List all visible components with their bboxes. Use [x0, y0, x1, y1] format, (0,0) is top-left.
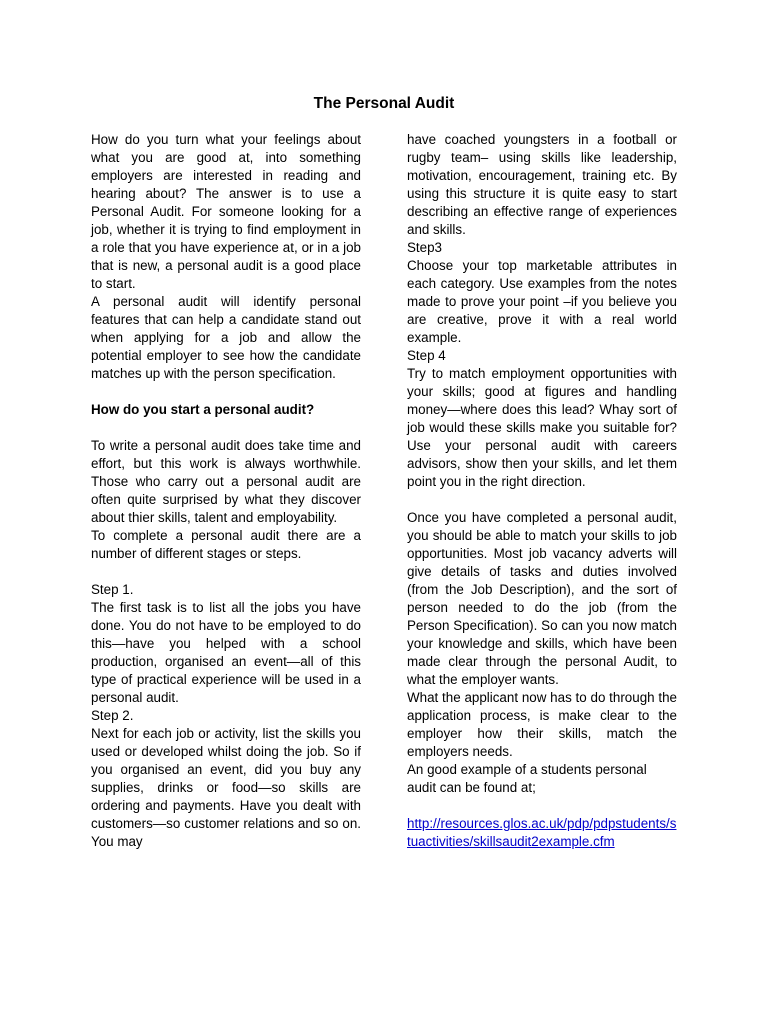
intro-paragraph-1: How do you turn what your feelings about what you are good at, into something employers are interested in reading and hearing about? The answer is to use a Personal Audit. For someone looking for a job, whether it is trying to find employment in a role that you have experience at, or in a job that is new, a personal audit is a good place to start.: [91, 132, 361, 291]
right-column: [407, 131, 677, 851]
step-4-text: Try to match employment opportunities with your skills; good at figures and handling money—where does this lead? Whay sort of job would these skills make you suitable for? Use your personal audit with careers advisors, show then your skills, and let them point you in the right direction.: [407, 366, 677, 489]
step-3-label: Step3: [407, 240, 442, 255]
intro-paragraph-2: A personal audit will identify personal features that can help a candidate stand out when applying for a job and allow the potential employer to see how the candidate matches up with the person specification.: [91, 294, 361, 381]
step-3-text: Choose your top marketable attributes in each category. Use examples from the notes made to prove your point –if you believe you are creative, prove it with a real world example.: [407, 258, 677, 345]
start-paragraph-1: To write a personal audit does take time and effort, but this work is always worthwhile. Those who carry out a personal audit are often quite surprised by what they discover about thier skills, talent and employability.: [91, 438, 361, 525]
after-paragraph-2: What the applicant now has to do through the application process, is make clear to the employer how their skills, match the employers needs.: [407, 690, 677, 759]
left-column: [91, 131, 361, 851]
step-2-label: Step 2.: [91, 708, 134, 723]
step-1-text: The first task is to list all the jobs you have done. You do not have to be employed to do this—have you helped with a school production, organised an event—all of this type of practical experience will be used in a personal audit.: [91, 600, 361, 705]
document-title: The Personal Audit: [313, 95, 455, 112]
step-2-text: Next for each job or activity, list the skills you used or developed whilst doing the job. So if you organised an event, did you buy any supplies, drinks or food—so skills are ordering and payments. Have you dealt with customers—so customer relations and so on. You may: [91, 726, 361, 849]
after-paragraph-3: An good example of a students personal audit can be found at;: [407, 762, 647, 795]
after-paragraph-1: Once you have completed a personal audit, you should be able to match your skills to job opportunities. Most job vacancy adverts will give details of tasks and duties involved (from the Job Description), and the sort of person needed to do the job (from the Person Specification). So can you now match your knowledge and skills, which have been made clear through the personal Audit, to what the employer wants.: [407, 510, 677, 687]
step-2-continued: have coached youngsters in a football or rugby team– using skills like leadership, motivation, encouragement, training etc. By using this structure it is quite easy to start describing an effective range of experiences and skills.: [407, 132, 677, 237]
step-4-label: Step 4: [407, 348, 446, 363]
start-paragraph-2: To complete a personal audit there are a number of different stages or steps.: [91, 528, 361, 561]
section-heading: How do you start a personal audit?: [91, 402, 315, 417]
example-link[interactable]: http://resources.glos.ac.uk/pdp/pdpstudents/stuactivities/skillsaudit2example.cfm: [407, 816, 677, 849]
step-1-label: Step 1.: [91, 582, 134, 597]
